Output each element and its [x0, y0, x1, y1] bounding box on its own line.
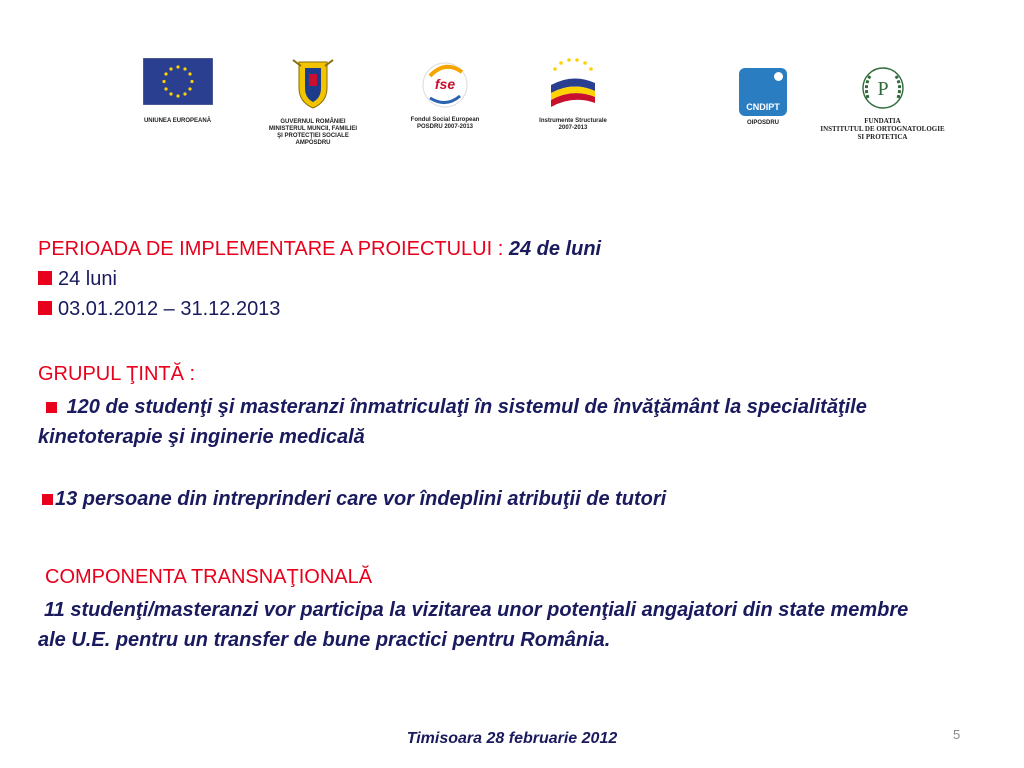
bullet-period-text: 03.01.2012 – 31.12.2013: [58, 298, 281, 320]
red-square-bullet-icon: [38, 271, 52, 285]
target-group-bullet-tutors: [42, 488, 666, 511]
logo-fse-caption: Fondul Social European POSDRU 2007-2013: [410, 117, 480, 130]
logo-instrumente-structurale-caption: Instrumente Structurale 2007-2013: [539, 118, 607, 131]
red-square-bullet-icon: [42, 494, 53, 505]
fse-logo-icon: [418, 58, 472, 110]
logo-eu: [140, 58, 215, 125]
logo-strip: [0, 0, 1024, 150]
implementation-heading: PERIOADA DE IMPLEMENTARE A PROIECTULUI :: [38, 238, 509, 260]
coat-of-arms-icon: [291, 58, 335, 112]
logo-fundatia-caption: FUNDATIA INSTITUTUL DE ORTOGNATOLOGIE SI PROTETICA: [820, 117, 945, 141]
red-square-bullet-icon: [38, 301, 52, 315]
target-group-students-line2: kinetoterapie şi inginerie medicală: [38, 426, 365, 448]
red-square-bullet-icon: [46, 402, 57, 413]
svg-text:P: P: [876, 78, 889, 100]
logo-fundatia: [815, 64, 950, 141]
bullet-duration: [38, 268, 117, 291]
logo-government-caption: GUVERNUL ROMÂNIEI MINISTERUL MUNCII, FAMILIEI ŞI PROTECŢIEI SOCIALE AMPOSDRU: [268, 119, 358, 146]
target-group-bullet-students: [46, 396, 867, 419]
logo-government: [258, 58, 368, 147]
target-group-tutors-text: 13 persoane din intreprinderi care vor îndeplini atribuţii de tutori: [55, 488, 667, 510]
cndipt-label: CNDIPT: [746, 102, 780, 112]
logo-fse: [405, 58, 485, 131]
cndipt-badge-icon: [739, 68, 787, 116]
bullet-duration-text: 24 luni: [58, 268, 117, 290]
logo-eu-caption: UNIUNEA EUROPEANĂ: [143, 118, 212, 124]
target-group-heading: GRUPUL ŢINTĂ :: [38, 363, 196, 385]
eu-flag-icon: [143, 58, 213, 105]
transnational-line2: ale U.E. pentru un transfer de bune practici pentru România.: [38, 629, 611, 651]
implementation-duration: 24 de luni: [508, 238, 602, 260]
logo-cndipt-caption: OIPOSDRU: [746, 120, 779, 126]
implementation-heading-line: [38, 238, 601, 261]
logo-cndipt: [735, 68, 791, 127]
transnational-heading: COMPONENTA TRANSNAŢIONALĂ: [45, 566, 373, 588]
laurel-emblem-icon: [856, 64, 910, 112]
transnational-line1: 11 studenţi/masteranzi vor participa la vizitarea unor potenţiali angajatori din state membre: [44, 599, 909, 621]
logo-instrumente-structurale: [532, 55, 614, 132]
footer-date: Timisoara 28 februarie 2012: [406, 730, 618, 747]
target-group-students-line1: 120 de studenţi şi masteranzi înmatriculaţi în sistemul de învăţământ la specialităţile: [66, 396, 867, 418]
page-number: 5: [953, 727, 961, 742]
svg-text:fse: fse: [434, 76, 456, 92]
bullet-period: [38, 298, 280, 321]
instrumente-structurale-icon: [545, 55, 601, 111]
